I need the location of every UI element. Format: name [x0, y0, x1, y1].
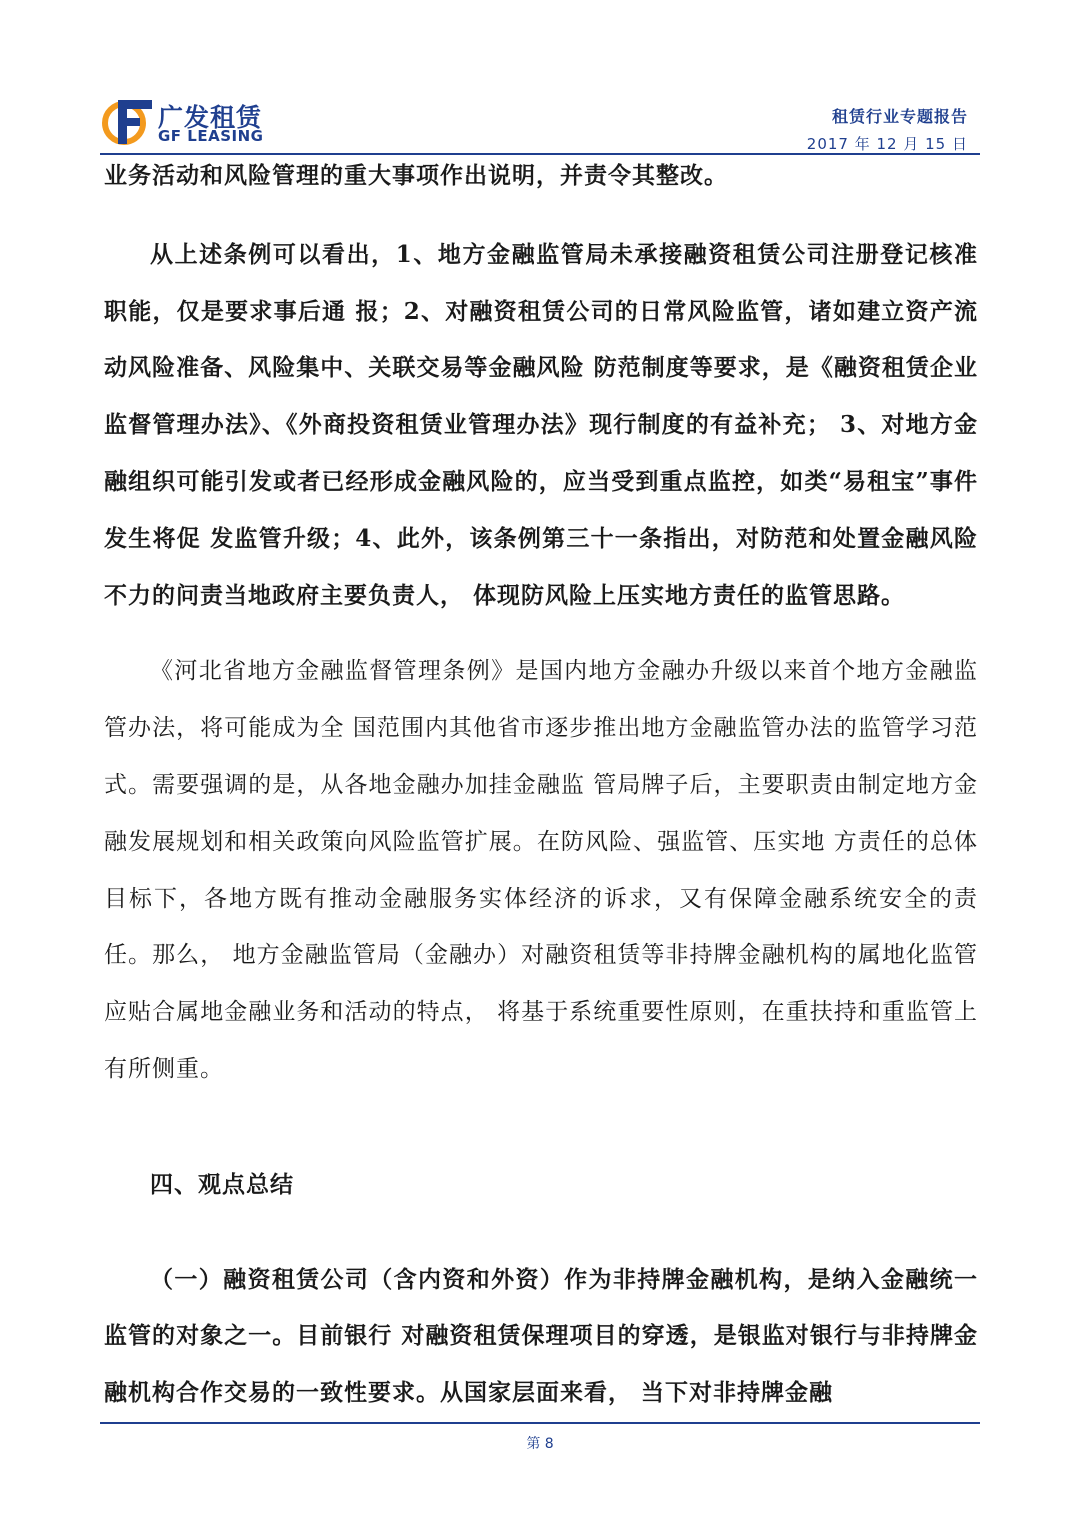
footer-divider	[100, 1422, 980, 1424]
paragraph-hebei-regulation: 《河北省地方金融监督管理条例》是国内地方金融办升级以来首个地方金融监管办法，将可能成为全 国范围内其他省市逐步推出地方金融监管办法的监管学习范式。需要强调的是，从各地金融办加挂金融监 管局牌子后，主要职责由制定地方金融发展规划和相关政策向风险监管扩展。在防风险、强监管、压实地 方责任的总体目标下，各地方既有推动金融服务实体经济的诉求，又有保障金融系统安全的责任。那么， 地方金融监管局（金融办）对融资租赁等非持牌金融机构的属地化监管应贴合属地金融业务和活动的特点， 将基于系统重要性原则，在重扶持和重监管上有所侧重。	[104, 658, 978, 1082]
page-number: 第 8	[526, 1436, 554, 1452]
report-header-info	[807, 104, 968, 154]
paragraph-continuation: 业务活动和风险管理的重大事项作出说明，并责令其整改。	[104, 162, 728, 189]
logo-chinese-name: 广发租赁	[158, 103, 263, 132]
section-heading-conclusion: 四、观点总结	[150, 1170, 294, 1198]
logo-english-name: GF LEASING	[158, 127, 264, 145]
gf-leasing-logo-icon	[100, 96, 152, 148]
report-date: 2017 年 12 月 15 日	[806, 135, 968, 153]
company-logo	[100, 96, 290, 148]
report-type: 租赁行业专题报告	[831, 107, 968, 126]
paragraph-conclusion-1: （一）融资租赁公司（含内资和外资）作为非持牌金融机构，是纳入金融统一监管的对象之一。目前银行 对融资租赁保理项目的穿透，是银监对银行与非持牌金融机构合作交易的一致性要求。从国家层面来看， 当下对非持牌金融	[104, 1265, 978, 1407]
page-body	[104, 148, 978, 1422]
paragraph-regulation-analysis: 从上述条例可以看出，1、地方金融监管局未承接融资租赁公司注册登记核准职能，仅是要求事后通 报；2、对融资租赁公司的日常风险监管，诸如建立资产流动风险准备、风险集中、关联交易等金融风险 防范制度等要求，是《融资租赁企业监督管理办法》、《外商投资租赁业管理办法》现行制度的有益补充； 3、对地方金融组织可能引发或者已经形成金融风险的，应当受到重点监控，如类“易租宝”事件发生将促 发监管升级；4、此外，该条例第三十一条指出，对防范和处置金融风险不力的问责当地政府主要负责人， 体现防风险上压实地方责任的监管思路。	[104, 240, 978, 609]
